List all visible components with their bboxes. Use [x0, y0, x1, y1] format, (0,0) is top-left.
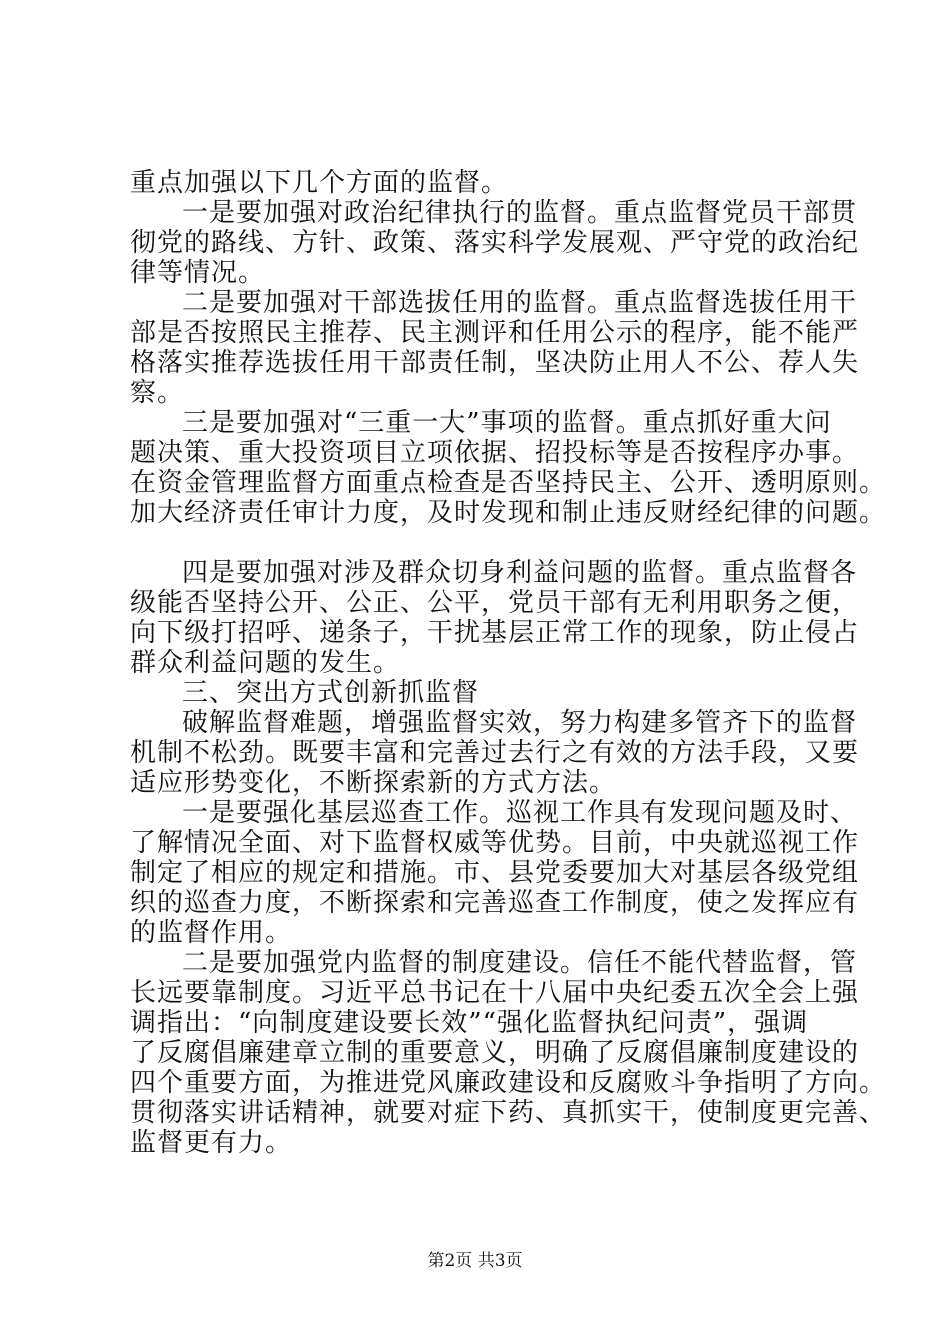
text-line: 格落实推荐选拔任用干部责任制，坚决防止用人不公、荐人失 [130, 348, 860, 378]
text-line: 群众利益问题的发生。 [130, 648, 401, 678]
text-line: 四个重要方面，为推进党风廉政建设和反腐败斗争指明了方向。 [130, 1068, 887, 1098]
text-line: 在资金管理监督方面重点检查是否坚持民主、公开、透明原则。 [130, 468, 887, 498]
text-line: 加大经济责任审计力度，及时发现和制止违反财经纪律的问题。 [130, 498, 887, 528]
text-line: 四是要加强对涉及群众切身利益问题的监督。重点监督各 [182, 558, 858, 588]
document-body [130, 168, 887, 1158]
page-footer [0, 1246, 950, 1271]
text-line: 的监督作用。 [130, 918, 293, 948]
text-line: 监督更有力。 [130, 1128, 293, 1158]
text-line: 三是要加强对“三重一大”事项的监督。重点抓好重大问 [182, 408, 832, 438]
text-line: 彻党的路线、方针、政策、落实科学发展观、严守党的政治纪 [130, 228, 860, 258]
text-line: 贯彻落实讲话精神，就要对症下药、真抓实干，使制度更完善、 [130, 1098, 887, 1128]
text-line: 部是否按照民主推荐、民主测评和任用公示的程序，能不能严 [130, 318, 860, 348]
text-line: 察。 [130, 378, 185, 408]
text-line: 二是要加强党内监督的制度建设。信任不能代替监督，管 [182, 948, 858, 978]
text-line: 破解监督难题，增强监督实效，努力构建多管齐下的监督 [182, 708, 858, 738]
text-line: 机制不松劲。既要丰富和完善过去行之有效的方法手段，又要 [130, 738, 860, 768]
text-line: 律等情况。 [130, 258, 266, 288]
text-line: 适应形势变化，不断探索新的方式方法。 [130, 768, 617, 798]
text-line: 了反腐倡廉建章立制的重要意义，明确了反腐倡廉制度建设的 [130, 1038, 860, 1068]
text-line: 题决策、重大投资项目立项依据、招投标等是否按程序办事。 [130, 438, 860, 468]
text-line: 制定了相应的规定和措施。市、县党委要加大对基层各级党组 [130, 858, 860, 888]
text-line: 向下级打招呼、递条子，干扰基层正常工作的现象，防止侵占 [130, 618, 860, 648]
text-line: 一是要强化基层巡查工作。巡视工作具有发现问题及时、 [182, 798, 858, 828]
text-line: 调指出：“向制度建设要长效”“强化监督执纪问责”，强调 [130, 1008, 809, 1038]
text-line: 一是要加强对政治纪律执行的监督。重点监督党员干部贯 [182, 198, 858, 228]
text-line: 织的巡查力度，不断探索和完善巡查工作制度，使之发挥应有 [130, 888, 860, 918]
text-line: 了解情况全面、对下监督权威等优势。目前，中央就巡视工作 [130, 828, 860, 858]
text-line: 二是要加强对干部选拔任用的监督。重点监督选拔任用干 [182, 288, 858, 318]
text-line: 长远要靠制度。习近平总书记在十八届中央纪委五次全会上强 [130, 978, 860, 1008]
section-heading: 三、突出方式创新抓监督 [182, 678, 480, 708]
paragraph-gap [130, 528, 850, 558]
page-number: 第2页 共3页 [427, 1251, 523, 1271]
text-line: 级能否坚持公开、公正、公平，党员干部有无利用职务之便， [130, 588, 860, 618]
text-line: 重点加强以下几个方面的监督。 [130, 168, 509, 198]
